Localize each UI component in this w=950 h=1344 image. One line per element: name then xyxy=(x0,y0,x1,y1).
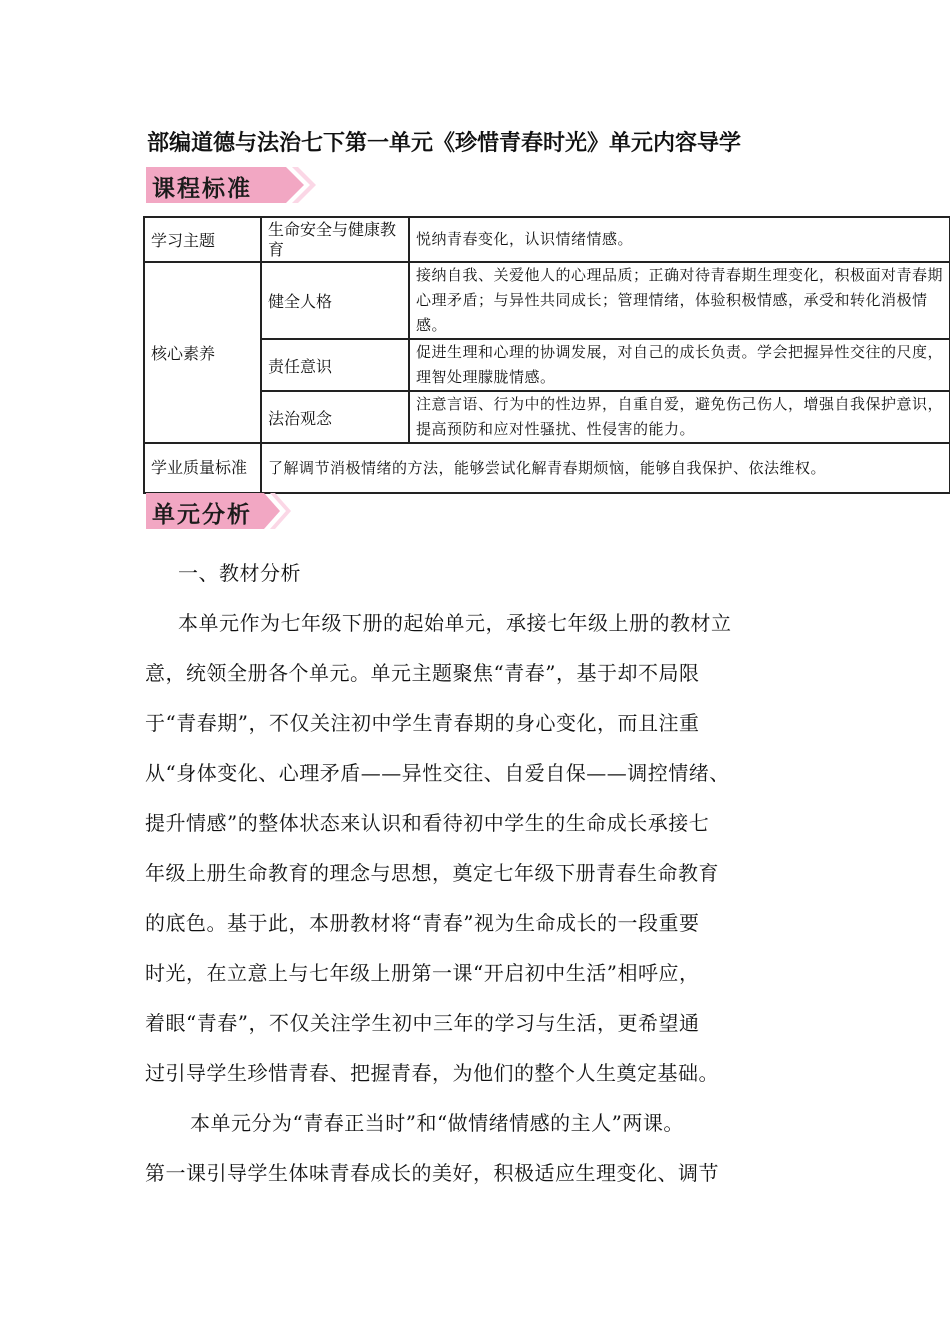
paragraph-line: 本单元分为“青春正当时”和“做情绪情感的主人”两课。 xyxy=(190,1111,684,1135)
table-row xyxy=(144,339,950,391)
topic-content-cell: 悦纳青春变化，认识情绪情感。 xyxy=(409,217,950,262)
row-label-quality-standard: 学业质量标准 xyxy=(144,443,261,493)
quality-standard-content-cell: 了解调节消极情绪的方法，能够尝试化解青春期烦恼，能够自我保护、依法维权。 xyxy=(261,443,950,493)
banner-label: 课程标准 xyxy=(152,176,252,202)
paragraph-line: 年级上册生命教育的理念与思想，奠定七年级下册青春生命教育 xyxy=(145,861,719,885)
table-row xyxy=(144,391,950,443)
literacy-name-cell: 法治观念 xyxy=(261,391,409,443)
table-row xyxy=(144,443,950,493)
literacy-name-cell: 责任意识 xyxy=(261,339,409,391)
row-label-learning-theme: 学习主题 xyxy=(144,217,261,262)
unit-analysis-body xyxy=(145,548,845,1198)
paragraph-line: 着眼“青春”，不仅关注学生初中三年的学习与生活，更希望通 xyxy=(145,1011,700,1035)
paragraph-line: 提升情感”的整体状态来认识和看待初中学生的生命成长承接七 xyxy=(145,811,710,835)
paragraph-line: 的底色。基于此，本册教材将“青春”视为生命成长的一段重要 xyxy=(145,911,700,935)
literacy-content-cell: 接纳自我、关爱他人的心理品质；正确对待青春期生理变化，积极面对青春期心理矛盾；与异性共同成长；管理情绪，体验积极情感，承受和转化消极情感。 xyxy=(409,262,950,339)
paragraph-line: 意，统领全册各个单元。单元主题聚焦“青春”，基于却不局限 xyxy=(145,661,700,685)
table-row xyxy=(144,262,950,339)
subheading-textbook-analysis: 一、教材分析 xyxy=(178,561,301,585)
row-label-core-literacy: 核心素养 xyxy=(144,262,261,443)
curriculum-standards-table xyxy=(143,216,950,494)
literacy-content-cell: 注意言语、行为中的性边界，自重自爱，避免伤己伤人，增强自我保护意识，提高预防和应对性骚扰、性侵害的能力。 xyxy=(409,391,950,443)
section-banner-curriculum xyxy=(146,167,316,203)
literacy-content-cell: 促进生理和心理的协调发展，对自己的成长负责。学会把握异性交往的尺度，理智处理朦胧情感。 xyxy=(409,339,950,391)
paragraph-line: 过引导学生珍惜青春、把握青春，为他们的整个人生奠定基础。 xyxy=(145,1061,719,1085)
paragraph-line: 第一课引导学生体味青春成长的美好，积极适应生理变化、调节 xyxy=(145,1161,719,1185)
paragraph-line: 本单元作为七年级下册的起始单元，承接七年级上册的教材立 xyxy=(178,611,732,635)
section-banner-unit-analysis xyxy=(146,493,291,529)
paragraph-line: 时光，在立意上与七年级上册第一课“开启初中生活”相呼应， xyxy=(145,961,700,985)
table-row xyxy=(144,217,950,262)
banner-label: 单元分析 xyxy=(152,502,252,528)
paragraph-line: 于“青春期”，不仅关注初中学生青春期的身心变化，而且注重 xyxy=(145,711,700,735)
document-title: 部编道德与法治七下第一单元《珍惜青春时光》单元内容导学 xyxy=(147,131,742,156)
paragraph-line: 从“身体变化、心理矛盾——异性交往、自爱自保——调控情绪、 xyxy=(145,761,730,785)
topic-cell: 生命安全与健康教育 xyxy=(261,217,409,262)
literacy-name-cell: 健全人格 xyxy=(261,262,409,339)
